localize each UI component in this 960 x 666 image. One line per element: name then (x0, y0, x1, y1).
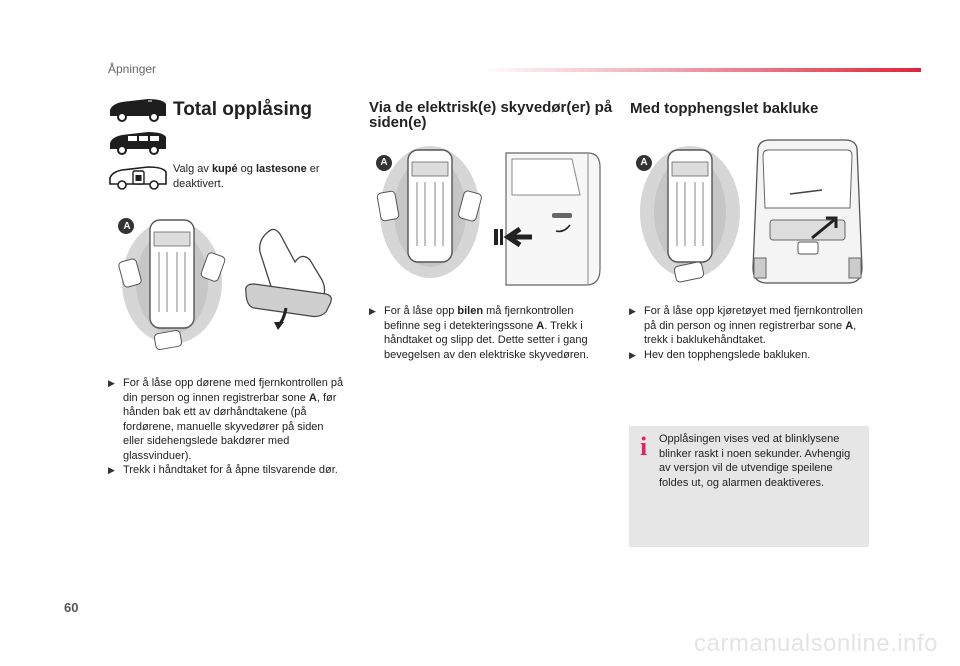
section-title: Åpninger (108, 62, 157, 76)
tailgate-icon (750, 138, 865, 298)
page-number: 60 (64, 600, 79, 615)
title-sliding-door: Via de elektrisk(e) skyvedør(er) på siden(e) (369, 99, 613, 131)
title-tailgate: Med topphengslet bakluke (630, 100, 819, 117)
col1-bullet-1: ▶ For å låse opp dørene med fjernkontrollen på din person og innen registrerbar sone A, før hånden bak ett av dørhåndtakene (på fordørene, manuelle skyvedører på siden eller sidehengslede bakdører med glassvinduer). (108, 377, 344, 462)
hand-handle-icon (240, 222, 350, 332)
col2-bullets (369, 304, 605, 362)
car-zone-diagram (117, 212, 227, 362)
zone-a-label-2: A (380, 157, 388, 168)
info-box (629, 426, 869, 547)
van-lock-icon (108, 165, 168, 191)
zone-a-label-3: A (640, 157, 648, 168)
col2-bullet-1: ▶ For å låse opp bilen må fjernkontrollen befinne seg i detekteringssone A. Trekk i håndtaket og slipp det. Dette setter i gang bevegelsen av den elektriske skyvedøren. (369, 305, 589, 361)
info-text: Opplåsingen vises ved at blinklysene blinker raskt i noen sekunder. Avhengig av versjon vil de utvendige speilene foldes ut, og alarmen deaktiveres. (659, 433, 851, 489)
col3-bullet-2: ▶ Hev den topphengslede bakluken. (629, 348, 811, 361)
info-icon: i (640, 432, 648, 461)
col1-bullet-2: ▶ Trekk i håndtaket for å åpne tilsvarende dør. (108, 464, 338, 476)
title-total-unlock: Total opplåsing (173, 99, 312, 120)
sliding-door-icon (492, 145, 606, 300)
header-divider (480, 68, 921, 72)
col3-bullet-1: ▶ For å låse opp kjøretøyet med fjernkontrollen på din person og innen registrerbar sone A, trekk i baklukehåndtaket. (629, 305, 863, 346)
watermark: carmanualsonline.info (694, 630, 938, 657)
zone-a-label: A (123, 221, 131, 232)
col3-bullets (629, 304, 865, 362)
van-windows-icon (108, 131, 168, 155)
car-zone-diagram-2 (375, 142, 485, 287)
deactivated-note: Valg av kupé og lastesone er deaktivert. (173, 163, 320, 190)
car-zone-diagram-3 (635, 142, 745, 292)
van-side-icon (108, 98, 168, 122)
col1-bullets (108, 376, 344, 478)
